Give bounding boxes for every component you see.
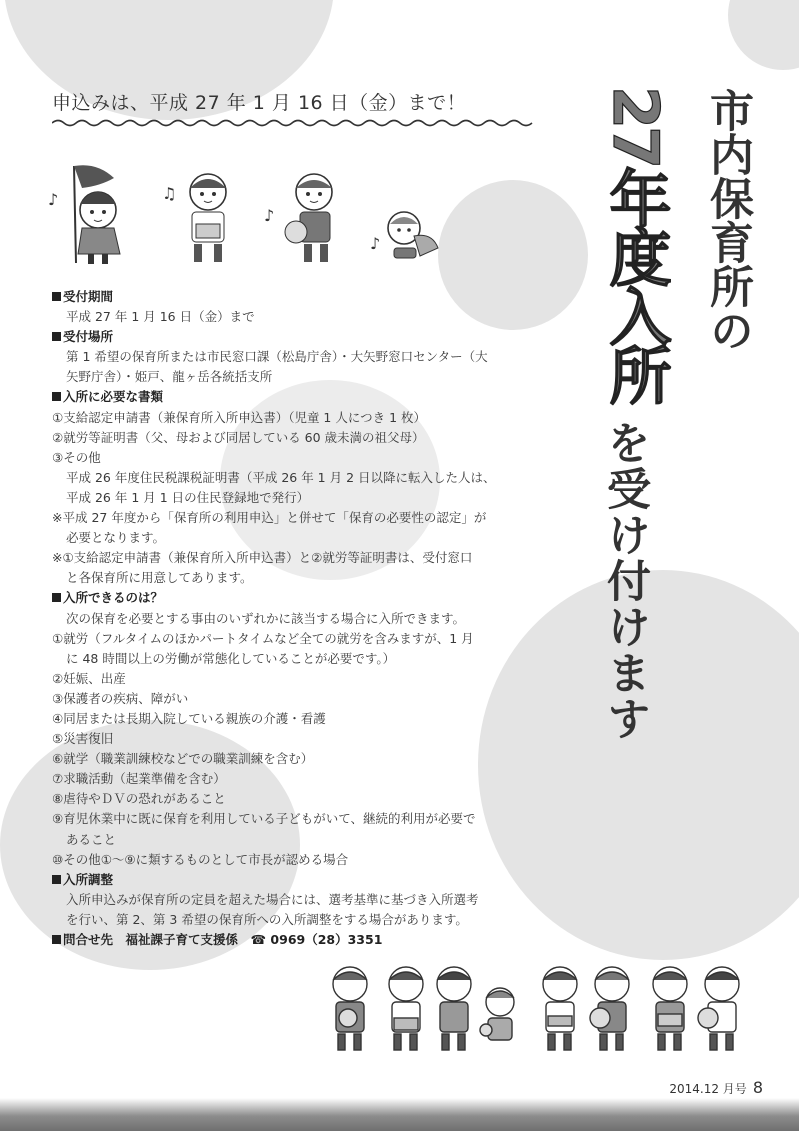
- text-line: ③その他: [52, 449, 101, 465]
- marching-band-illustration: [322, 962, 752, 1054]
- text-line: 平成 27 年 1 月 16 日（金）まで: [66, 309, 255, 325]
- wavy-underline: [52, 118, 538, 128]
- music-note-icon: ♫: [162, 184, 177, 203]
- text-line: ⑦求職活動（起業準備を含む）: [52, 771, 226, 787]
- text-line: 平成 26 年 1 月 1 日の住民登録地で発行）: [66, 489, 310, 505]
- music-note-icon: ♪: [48, 190, 59, 209]
- title-line-2: 27年度入所: [599, 86, 672, 403]
- text-line: 平成 26 年度住民税課税証明書（平成 26 年 1 月 2 日以降に転入した人は、: [66, 469, 496, 485]
- text-line: ④同居または長期入院している親族の介護・看護: [52, 710, 326, 726]
- section-heading: 入所調整: [52, 870, 532, 890]
- text-line: あること: [66, 831, 117, 847]
- text-line: 矢野庁舎）・姫戸、龍ヶ岳各統括支所: [66, 369, 273, 385]
- text-line: ⑧虐待やＤＶの恐れがあること: [52, 791, 226, 807]
- text-line: ②妊娠、出産: [52, 670, 126, 686]
- page-number: 8: [752, 1078, 763, 1097]
- footer-bar: [0, 1098, 799, 1131]
- issue-label: 2014.12 月号: [669, 1082, 747, 1096]
- text-line: 第 1 希望の保育所または市民窓口課（松島庁舎）・大矢野窓口センター（大: [66, 349, 488, 365]
- bg-circle-top-right: [728, 0, 799, 70]
- text-line: ⑤災害復旧: [52, 731, 114, 747]
- section-heading: 受付場所: [52, 327, 532, 347]
- text-line: ②就労等証明書（父、母および同居している 60 歳未満の祖父母）: [52, 429, 425, 445]
- section-heading: 入所に必要な書類: [52, 387, 532, 407]
- page-info: [669, 1078, 763, 1097]
- music-note-icon: ♪: [370, 234, 381, 253]
- text-line: と各保育所に用意してあります。: [66, 570, 253, 586]
- text-line: に 48 時間以上の労働が常態化していることが必要です。）: [66, 650, 396, 666]
- section-heading: 入所できるのは？: [52, 588, 532, 608]
- text-line: ③保護者の疾病、障がい: [52, 690, 189, 706]
- text-line: ①支給認定申請書（兼保育所入所申込書）（児童 1 人につき 1 枚）: [52, 409, 427, 425]
- text-line: ※平成 27 年度から「保育所の利用申込」と併せて「保育の必要性の認定」が: [52, 510, 487, 526]
- music-note-icon: ♪: [264, 206, 275, 225]
- text-line: 次の保育を必要とする事由のいずれかに該当する場合に入所できます。: [66, 610, 466, 626]
- section-heading: 受付期間: [52, 287, 532, 307]
- text-line: ①就労（フルタイムのほかパートタイムなど全ての就労を含みますが、1 月: [52, 630, 474, 646]
- title-line-1: 市内保育所の: [702, 88, 753, 352]
- title-line-3: を受け付けます: [599, 420, 650, 742]
- baby-crawling-illustration: [384, 208, 444, 268]
- child-tambourine-illustration: [282, 170, 342, 270]
- text-line: 入所申込みが保育所の定員を超えた場合には、選考基準に基づき入所選考: [66, 891, 479, 907]
- text-line: 必要となります。: [66, 530, 166, 546]
- text-line: を行い、第 2、第 3 希望の保育所への入所調整をする場合があります。: [66, 911, 468, 927]
- section-heading: 問合せ先 福祉課子育て支援係 ☎ 0969（28）3351: [52, 930, 532, 950]
- info-body: [52, 287, 532, 950]
- child-flag-illustration: [52, 158, 132, 268]
- text-line: ⑩その他①～⑨に類するものとして市長が認める場合: [52, 851, 349, 867]
- deadline-headline: 申込みは、平成 27 年 1 月 16 日（金）まで！: [52, 92, 467, 114]
- text-line: ※①支給認定申請書（兼保育所入所申込書）と②就労等証明書は、受付窓口: [52, 550, 473, 566]
- text-line: ⑥就学（職業訓練校などでの職業訓練を含む）: [52, 751, 314, 767]
- text-line: ⑨育児休業中に既に保育を利用している子どもがいて、継続的利用が必要で: [52, 811, 476, 827]
- child-drum-illustration: [178, 170, 238, 270]
